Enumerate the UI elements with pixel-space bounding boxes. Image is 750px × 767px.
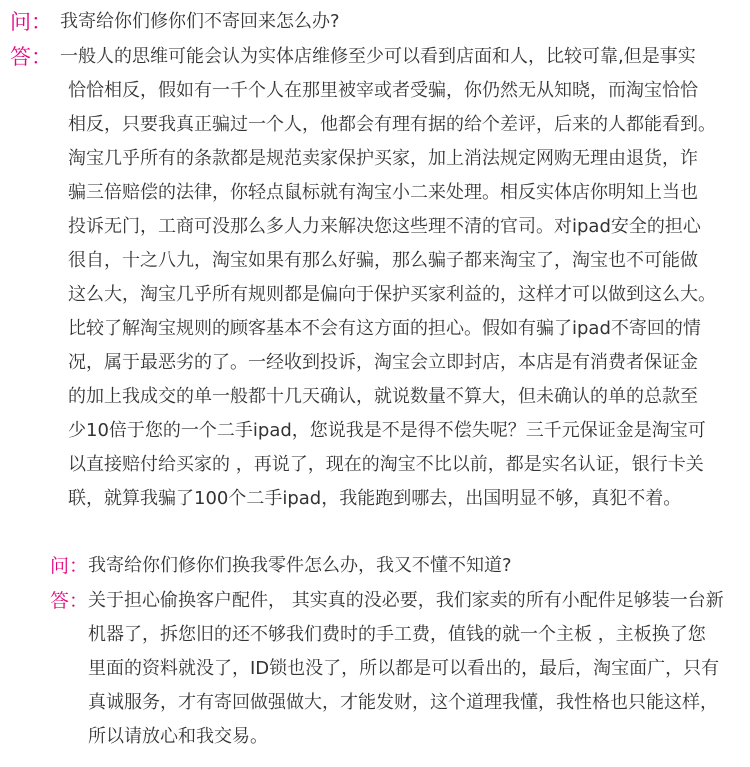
answer-line: 少10倍于您的一个二手ipad，您说我是不是得不偿失呢？三千元保证金是淘宝可	[68, 420, 706, 441]
answer-line: 很自，十之八九，淘宝如果有那么好骗，那么骗子都来淘宝了，淘宝也不可能做	[68, 250, 698, 271]
qa-block-not-returned	[0, 5, 750, 516]
answer-line: 联，就算我骗了100个二手ipad，我能跑到哪去，出国明显不够，真犯不着。	[68, 488, 682, 509]
answer-line: 相反，只要我真正骗过一个人，他都会有理有据的给个差评，后来的人都能看到。	[68, 114, 716, 135]
qa-block-parts-swapped	[0, 549, 750, 754]
answer-row	[0, 584, 750, 618]
answer-label: 答：	[50, 590, 89, 612]
question-row	[0, 549, 750, 584]
answer-line: 机器了，拆您旧的还不够我们费时的手工费，值钱的就一个主板 ，主板换了您	[88, 624, 706, 645]
answer-line: 关于担心偷换客户配件， 其实真的没必要，我们家卖的所有小配件足够装一台新	[88, 590, 724, 611]
answer-line: 一般人的思维可能会认为实体店维修至少可以看到店面和人，比较可靠,但是事实	[60, 46, 696, 67]
question-label: 问：	[50, 555, 89, 577]
question-text: 我寄给你们修你们不寄回来怎么办?	[60, 11, 340, 32]
answer-line: 的加上我成交的单一般都十几天确认，就说数量不算大，但未确认的单的总款至	[68, 386, 698, 407]
answer-line: 真诚服务，才有寄回做强做大，才能发财，这个道理我懂，我性格也只能这样，	[88, 692, 718, 713]
question-label: 问：	[10, 10, 52, 34]
answer-line: 骗三倍赔偿的法律，你轻点鼠标就有淘宝小二来处理。相反实体店你明知上当也	[68, 182, 698, 203]
question-text: 我寄给你们修你们换我零件怎么办，我又不懂不知道?	[88, 555, 512, 576]
answer-line: 所以请放心和我交易。	[88, 726, 268, 747]
answer-line: 恰恰相反，假如有一千个人在那里被宰或者受骗，你仍然无从知晓，而淘宝恰恰	[68, 80, 698, 101]
question-row	[0, 5, 750, 40]
answer-line: 比较了解淘宝规则的顾客基本不会有这方面的担心。假如有骗了ipad不寄回的情	[68, 318, 701, 339]
answer-line: 投诉无门，工商可没那么多人力来解决您这些理不清的官司。对ipad安全的担心	[68, 216, 701, 237]
answer-row	[0, 40, 750, 74]
answer-line: 里面的资料就没了，ID锁也没了，所以都是可以看出的，最后，淘宝面广，只有	[88, 658, 720, 679]
answer-line: 淘宝几乎所有的条款都是规范卖家保护买家，加上消法规定网购无理由退货，诈	[68, 148, 698, 169]
answer-line: 况，属于最恶劣的了。一经收到投诉，淘宝会立即封店，本店是有消费者保证金	[68, 352, 698, 373]
answer-line: 这么大，淘宝几乎所有规则都是偏向于保护买家利益的，这样才可以做到这么大。	[68, 284, 716, 305]
answer-line: 以直接赔付给买家的 ，再说了，现在的淘宝不比以前，都是实名认证，银行卡关	[68, 454, 704, 475]
answer-label: 答：	[10, 45, 52, 69]
